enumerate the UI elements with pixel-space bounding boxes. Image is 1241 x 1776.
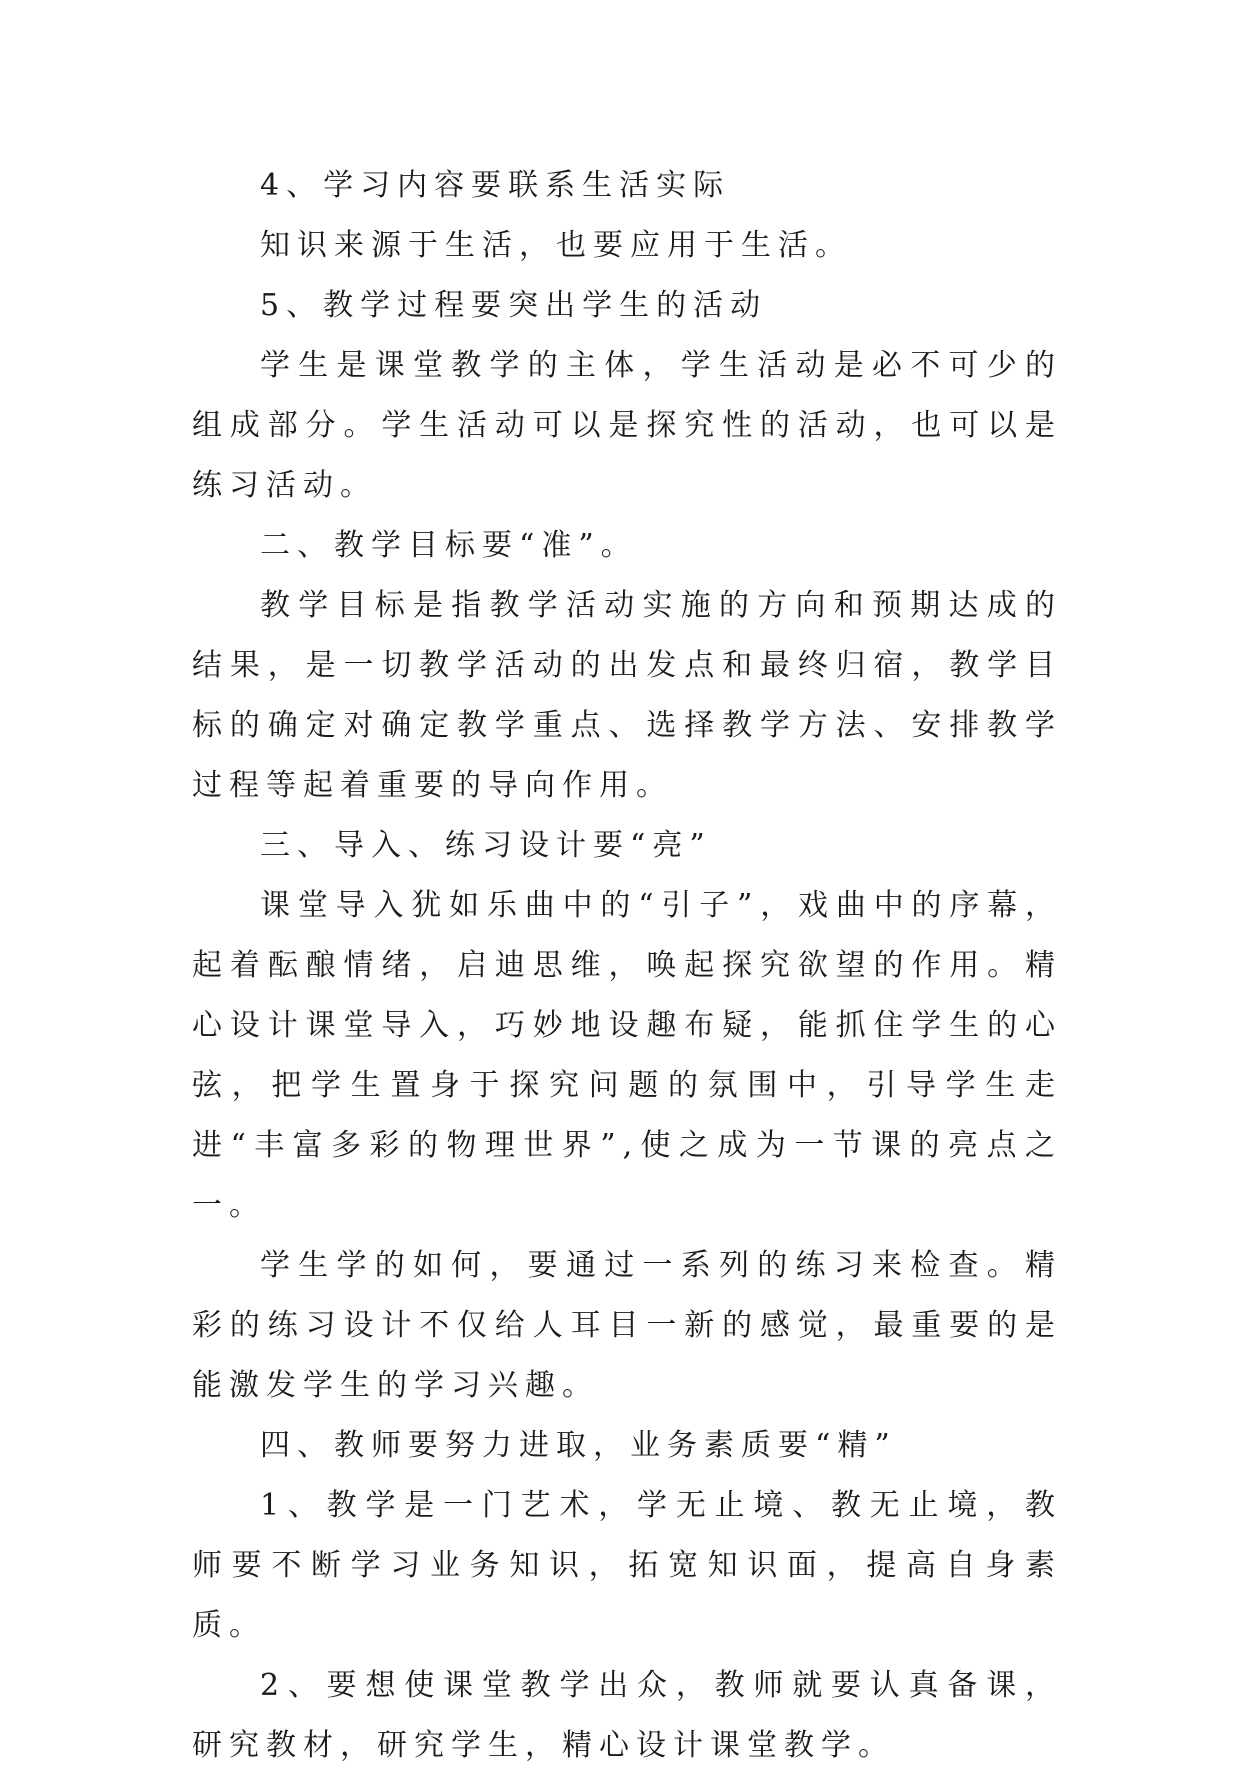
paragraph: 学生是课堂教学的主体，学生活动是必不可少的组成部分。学生活动可以是探究性的活动，也可以是练习活动。: [192, 348, 1062, 503]
section-heading-2: 二、教学目标要“准”。: [260, 528, 638, 563]
section-heading-3: 三、导入、练习设计要“亮”: [260, 828, 712, 863]
paragraph: 学生学的如何，要通过一系列的练习来检查。精彩的练习设计不仅给人耳目一新的感觉，最重要的是能激发学生的学习兴趣。: [192, 1248, 1062, 1403]
list-item-2: 2、要想使课堂教学出众，教师就要认真备课，研究教材，研究学生，精心设计课堂教学。: [192, 1668, 1062, 1763]
document-body: [192, 156, 1062, 1776]
subheading-4: 4、学习内容要联系生活实际: [260, 168, 731, 203]
paragraph: 教学目标是指教学活动实施的方向和预期达成的结果，是一切教学活动的出发点和最终归宿，教学目标的确定对确定教学重点、选择教学方法、安排教学过程等起着重要的导向作用。: [192, 588, 1062, 803]
paragraph: 知识来源于生活，也要应用于生活。: [260, 228, 852, 263]
subheading-5: 5、教学过程要突出学生的活动: [260, 288, 768, 323]
list-item-1: 1、教学是一门艺术，学无止境、教无止境，教师要不断学习业务知识，拓宽知识面，提高自身素质。: [192, 1488, 1062, 1643]
section-heading-4: 四、教师要努力进取，业务素质要“精”: [260, 1428, 897, 1463]
paragraph: 课堂导入犹如乐曲中的“引子”，戏曲中的序幕，起着酝酿情绪，启迪思维，唤起探究欲望的作用。精心设计课堂导入，巧妙地设趣布疑，能抓住学生的心弦，把学生置身于探究问题的氛围中，引导学生走进“丰富多彩的物理世界”,使之成为一节课的亮点之一。: [192, 888, 1062, 1223]
